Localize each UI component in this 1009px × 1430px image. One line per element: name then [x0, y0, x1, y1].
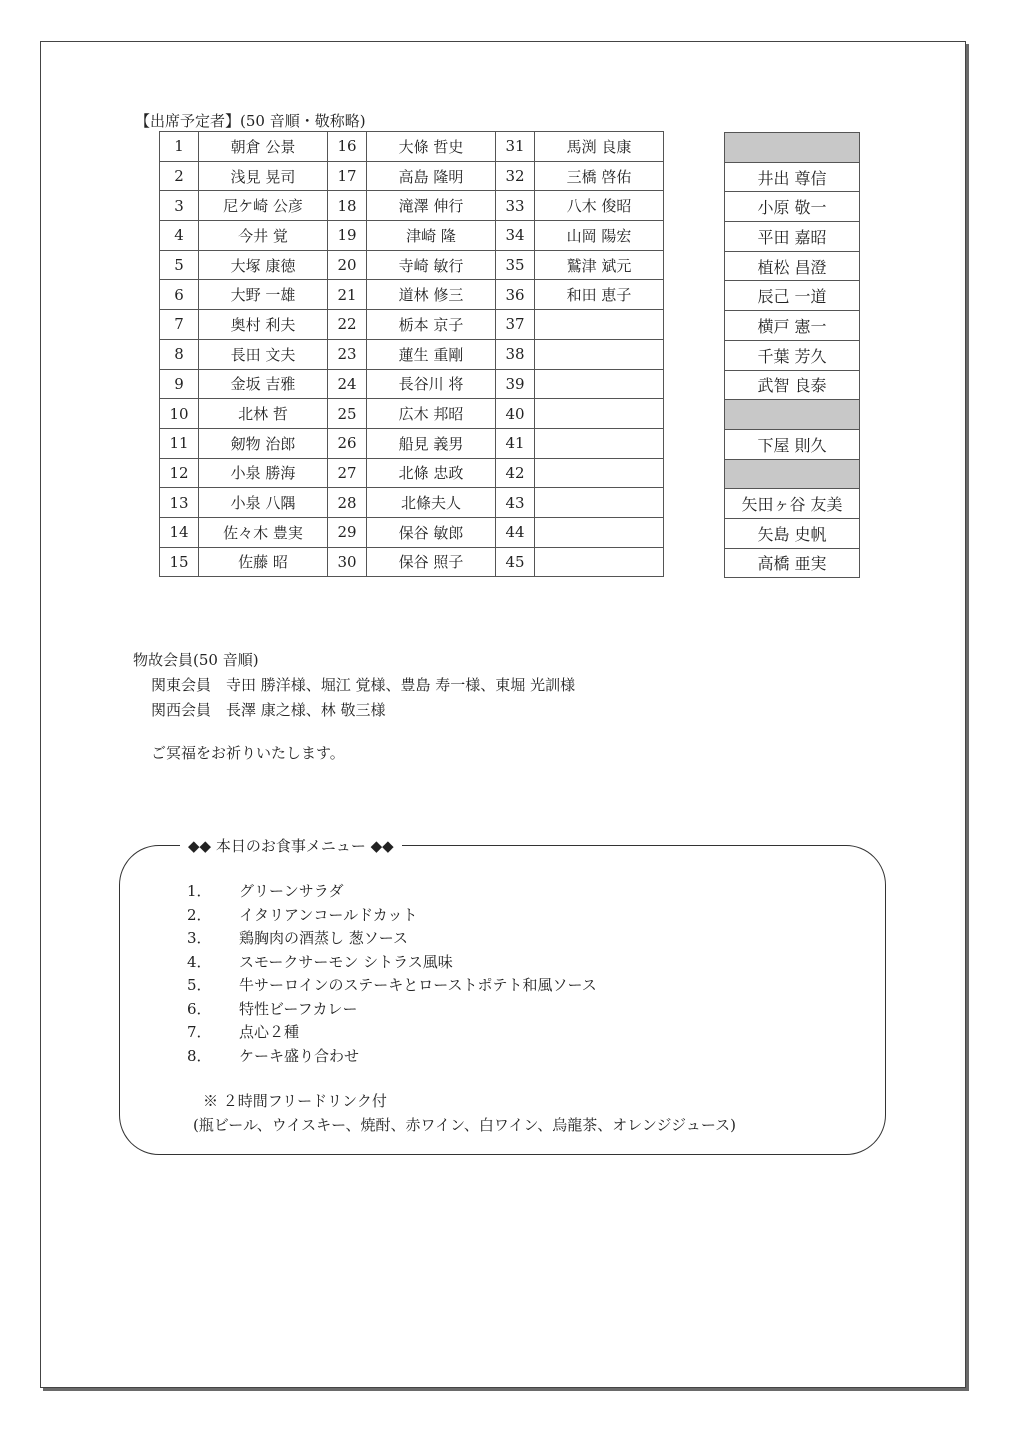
table-row [160, 339, 664, 369]
menu-item [187, 1021, 597, 1045]
attendee-number: 17 [328, 161, 367, 191]
attendee-number: 2 [160, 161, 199, 191]
table-row [725, 459, 860, 489]
attendee-number: 20 [328, 250, 367, 280]
table-row [725, 340, 860, 370]
attendee-name: 蓮生 重剛 [367, 339, 496, 369]
attendee-number: 40 [496, 399, 535, 429]
attendee-name: 奥村 利夫 [199, 310, 328, 340]
menu-item-text: グリーンサラダ [239, 882, 344, 900]
attendee-name [535, 310, 664, 340]
guest-name: 横戸 憲一 [725, 311, 860, 341]
attendee-number: 13 [160, 488, 199, 518]
attendee-number: 25 [328, 399, 367, 429]
menu-item-text: ケーキ盛り合わせ [239, 1046, 360, 1065]
attendee-name: 金坂 吉雅 [199, 369, 328, 399]
attendee-name: 鷲津 斌元 [535, 250, 664, 280]
attendees-table [159, 131, 664, 577]
guest-name: 井出 尊信 [725, 162, 860, 192]
attendee-name [535, 458, 664, 488]
attendee-name: 八木 俊昭 [535, 191, 664, 221]
attendee-name: 広木 邦昭 [367, 399, 496, 429]
attendee-name [535, 399, 664, 429]
table-row [160, 547, 664, 577]
attendee-number: 31 [496, 132, 535, 162]
menu-title: ◆◆ 本日のお食事メニュー ◆◆ [180, 835, 402, 856]
table-row [160, 458, 664, 488]
table-row [160, 369, 664, 399]
guest-name: 下屋 則久 [725, 429, 860, 459]
table-row [725, 222, 860, 252]
table-row [160, 517, 664, 547]
guest-group-header [725, 133, 860, 163]
table-row [160, 488, 664, 518]
attendee-name [535, 547, 664, 577]
attendees-heading: 【出席予定者】(50 音順・敬称略) [135, 112, 366, 130]
attendee-number: 28 [328, 488, 367, 518]
memorial-kanto: 関東会員 寺田 勝洋様、堀江 覚様、豊島 寿一様、東堀 光訓様 [151, 676, 576, 694]
table-row [160, 280, 664, 310]
guest-name: 武智 良泰 [725, 370, 860, 400]
attendee-name: 和田 恵子 [535, 280, 664, 310]
attendee-number: 10 [160, 399, 199, 429]
menu-item [187, 927, 597, 951]
attendee-number: 1 [160, 132, 199, 162]
attendee-name: 今井 覚 [199, 221, 328, 251]
attendee-name: 船見 義男 [367, 428, 496, 458]
attendee-name: 山岡 陽宏 [535, 221, 664, 251]
attendee-number: 33 [496, 191, 535, 221]
table-row [160, 132, 664, 162]
attendee-name [535, 517, 664, 547]
attendee-name: 保谷 敏郎 [367, 517, 496, 547]
attendee-number: 23 [328, 339, 367, 369]
table-row [160, 399, 664, 429]
attendee-number: 39 [496, 369, 535, 399]
attendee-name: 小泉 勝海 [199, 458, 328, 488]
attendee-number: 41 [496, 428, 535, 458]
attendee-number: 4 [160, 221, 199, 251]
menu-item-number: 8． [187, 1046, 212, 1065]
guest-name: 矢田ヶ谷 友美 [725, 489, 860, 519]
table-row [160, 310, 664, 340]
attendee-number: 32 [496, 161, 535, 191]
attendee-name: 三橋 啓佑 [535, 161, 664, 191]
attendee-number: 34 [496, 221, 535, 251]
attendee-name [535, 428, 664, 458]
attendee-number: 38 [496, 339, 535, 369]
table-row [725, 133, 860, 163]
attendee-name: 尼ケ崎 公彦 [199, 191, 328, 221]
attendee-name: 佐藤 昭 [199, 547, 328, 577]
attendee-number: 21 [328, 280, 367, 310]
table-row [725, 518, 860, 548]
attendee-name: 北條夫人 [367, 488, 496, 518]
attendee-name: 寺崎 敏行 [367, 250, 496, 280]
attendee-name: 北林 哲 [199, 399, 328, 429]
table-row [160, 221, 664, 251]
menu-item [187, 951, 597, 975]
guest-name: 千葉 芳久 [725, 340, 860, 370]
attendee-name: 大野 一雄 [199, 280, 328, 310]
attendee-number: 30 [328, 547, 367, 577]
memorial-kansai: 関西会員 長澤 康之様、林 敬三様 [151, 701, 386, 719]
attendee-name: 佐々木 豊実 [199, 517, 328, 547]
menu-item-number: 5． [187, 976, 212, 994]
attendee-number: 3 [160, 191, 199, 221]
menu-item-number: 3． [187, 929, 212, 947]
attendee-name: 馬渕 良康 [535, 132, 664, 162]
menu-item-text: 点心２種 [239, 1023, 300, 1041]
menu-item-text: 鶏胸肉の酒蒸し 葱ソース [239, 929, 409, 947]
attendee-name: 北條 忠政 [367, 458, 496, 488]
guests-table [724, 132, 860, 578]
attendee-name: 小泉 八隅 [199, 488, 328, 518]
attendee-number: 42 [496, 458, 535, 488]
menu-item [187, 974, 597, 998]
attendee-number: 12 [160, 458, 199, 488]
attendee-number: 29 [328, 517, 367, 547]
attendee-number: 16 [328, 132, 367, 162]
menu-item-number: 6． [187, 999, 212, 1018]
attendee-number: 19 [328, 221, 367, 251]
attendee-number: 45 [496, 547, 535, 577]
attendee-name: 滝澤 伸行 [367, 191, 496, 221]
attendee-name: 栃本 京子 [367, 310, 496, 340]
attendee-name: 津崎 隆 [367, 221, 496, 251]
table-row [725, 162, 860, 192]
table-row [725, 370, 860, 400]
guest-name: 高橋 亜実 [725, 548, 860, 578]
menu-item [187, 904, 597, 928]
guest-group-header [725, 459, 860, 489]
menu-item [187, 1045, 597, 1069]
attendee-number: 26 [328, 428, 367, 458]
table-row [160, 250, 664, 280]
attendee-name: 道林 修三 [367, 280, 496, 310]
table-row [725, 548, 860, 578]
attendee-name [535, 339, 664, 369]
attendee-name: 浅見 晃司 [199, 161, 328, 191]
attendee-name [535, 488, 664, 518]
menu-item-text: 特性ビーフカレー [239, 999, 358, 1018]
attendee-number: 5 [160, 250, 199, 280]
attendee-name: 大條 哲史 [367, 132, 496, 162]
attendee-name: 保谷 照子 [367, 547, 496, 577]
menu-item-number: 1． [187, 882, 212, 900]
attendee-number: 35 [496, 250, 535, 280]
guest-name: 小原 敬一 [725, 192, 860, 222]
table-row [725, 281, 860, 311]
menu-item-text: 牛サーロインのステーキとローストポテト和風ソース [239, 976, 597, 994]
attendee-number: 11 [160, 428, 199, 458]
table-row [725, 311, 860, 341]
drink-note: ※ ２時間フリードリンク付 [203, 1092, 387, 1110]
attendee-number: 44 [496, 517, 535, 547]
attendee-name: 朝倉 公景 [199, 132, 328, 162]
attendee-number: 22 [328, 310, 367, 340]
attendee-number: 9 [160, 369, 199, 399]
attendee-number: 18 [328, 191, 367, 221]
attendee-number: 27 [328, 458, 367, 488]
attendee-number: 6 [160, 280, 199, 310]
attendee-number: 36 [496, 280, 535, 310]
attendee-name: 剱物 治郎 [199, 428, 328, 458]
attendee-number: 8 [160, 339, 199, 369]
menu-item [187, 998, 597, 1022]
attendee-name: 高島 隆明 [367, 161, 496, 191]
attendee-number: 7 [160, 310, 199, 340]
table-row [725, 489, 860, 519]
table-row [160, 161, 664, 191]
table-row [725, 429, 860, 459]
guest-name: 矢島 史帆 [725, 518, 860, 548]
guest-name: 辰己 一道 [725, 281, 860, 311]
condolence-text: ご冥福をお祈りいたします。 [151, 744, 345, 762]
table-row [725, 251, 860, 281]
menu-item-text: イタリアンコールドカット [239, 905, 418, 924]
attendee-number: 37 [496, 310, 535, 340]
attendee-number: 15 [160, 547, 199, 577]
table-row [160, 428, 664, 458]
attendee-number: 24 [328, 369, 367, 399]
menu-item-number: 7． [187, 1023, 212, 1041]
drink-list: (瓶ビール、ウイスキー、焼酎、赤ワイン、白ワイン、烏龍茶、オレンジジュース) [193, 1116, 736, 1134]
attendee-number: 14 [160, 517, 199, 547]
guest-name: 平田 嘉昭 [725, 222, 860, 252]
memorial-section [133, 648, 575, 766]
table-row [160, 191, 664, 221]
menu-item-number: 2． [187, 905, 212, 924]
table-row [725, 400, 860, 430]
attendee-name: 大塚 康徳 [199, 250, 328, 280]
menu-item-number: 4． [187, 952, 212, 971]
attendee-name [535, 369, 664, 399]
attendee-name: 長谷川 将 [367, 369, 496, 399]
memorial-heading: 物故会員(50 音順) [133, 651, 259, 669]
menu-item [187, 880, 597, 904]
attendee-name: 長田 文夫 [199, 339, 328, 369]
attendee-number: 43 [496, 488, 535, 518]
menu-list [187, 880, 597, 1068]
guest-group-header [725, 400, 860, 430]
menu-item-text: スモークサーモン シトラス風味 [239, 952, 453, 971]
guest-name: 植松 昌澄 [725, 251, 860, 281]
table-row [725, 192, 860, 222]
